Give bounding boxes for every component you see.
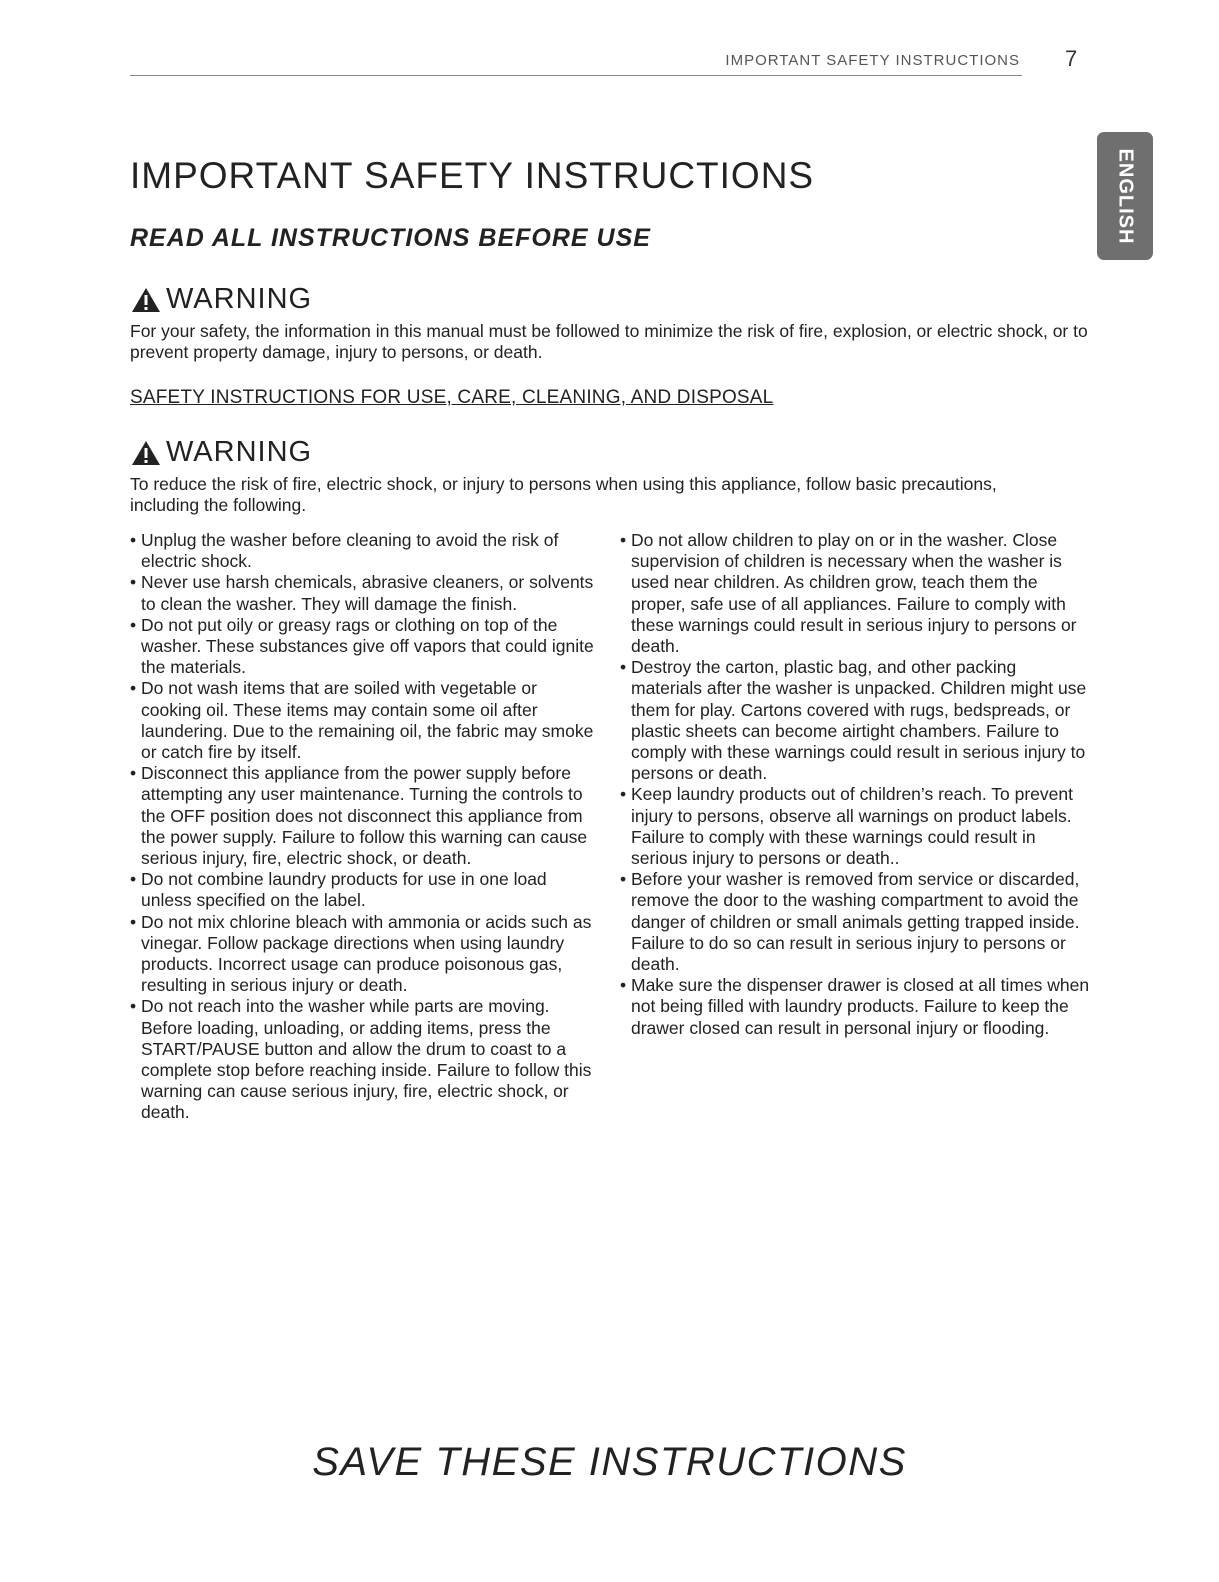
list-item: • Do not wash items that are soiled with vegetable or cooking oil. These items may contain some oil after laundering. Due to the remaining oil, the fabric may smoke or catch fire by itself.: [130, 678, 600, 763]
warning-label-2: WARNING: [166, 436, 313, 468]
list-item: • Do not combine laundry products for use in one load unless specified on the label.: [130, 869, 600, 911]
list-item: • Do not allow children to play on or in the washer. Close supervision of children is necessary when the washer is used near children. As children grow, teach them the proper, safe use of all appliances. Failure to comply with these warnings could result in serious injury to persons or death.: [620, 530, 1090, 657]
warning-text-2: To reduce the risk of fire, electric shock, or injury to persons when using this appliance, follow basic precautions, including the following.: [130, 474, 997, 515]
list-item: • Do not put oily or greasy rags or clothing on top of the washer. These substances give off vapors that could ignite the materials.: [130, 615, 600, 679]
list-item: • Before your washer is removed from service or discarded, remove the door to the washing compartment to avoid the danger of children or small animals getting trapped inside. Failure to do so can result in serious injury to persons or death.: [620, 869, 1090, 975]
list-item: • Make sure the dispenser drawer is closed at all times when not being filled with laundry products. Failure to keep the drawer closed can result in personal injury or flooding.: [620, 975, 1090, 1039]
language-tab: [1097, 132, 1153, 260]
warning-heading-2: [130, 436, 312, 469]
warning-triangle-icon: [130, 439, 162, 467]
list-item: • Never use harsh chemicals, abrasive cleaners, or solvents to clean the washer. They will damage the finish.: [130, 572, 600, 614]
section-heading: SAFETY INSTRUCTIONS FOR USE, CARE, CLEANING, AND DISPOSAL: [130, 387, 774, 408]
page-subtitle: READ ALL INSTRUCTIONS BEFORE USE: [130, 224, 651, 252]
warning-heading-1: [130, 283, 312, 316]
list-item: • Unplug the washer before cleaning to avoid the risk of electric shock.: [130, 530, 600, 572]
list-item: • Keep laundry products out of children’s reach. To prevent injury to persons, observe all warnings on product labels. Failure to comply with these warnings could result in serious injury to persons or death..: [620, 784, 1090, 869]
list-item: • Do not mix chlorine bleach with ammonia or acids such as vinegar. Follow package directions when using laundry products. Incorrect usage can produce poisonous gas, resulting in serious injury or death.: [130, 912, 600, 997]
warning-triangle-icon: [130, 286, 162, 314]
running-title: IMPORTANT SAFETY INSTRUCTIONS: [725, 52, 1020, 69]
list-item: • Destroy the carton, plastic bag, and other packing materials after the washer is unpacked. Children might use them for play. Cartons covered with rugs, bedspreads, or plastic sheets can become airtight chambers. Failure to comply with these warnings could result in serious injury to persons or death.: [620, 657, 1090, 784]
running-header: [130, 48, 1022, 76]
language-tab-label: ENGLISH: [1114, 148, 1137, 244]
list-item: • Disconnect this appliance from the power supply before attempting any user maintenance. Turning the controls to the OFF position does not disconnect this appliance from the power supply. Failure to follow this warning can cause serious injury, fire, electric shock, or death.: [130, 763, 600, 869]
right-instruction-list: [620, 530, 1090, 1039]
page-number: 7: [1065, 46, 1078, 71]
warning-label-1: WARNING: [166, 283, 313, 315]
page-title: IMPORTANT SAFETY INSTRUCTIONS: [130, 155, 815, 196]
left-instruction-list: [130, 530, 600, 1124]
warning-text-1: For your safety, the information in this manual must be followed to minimize the risk of fire, explosion, or electric shock, or to prevent property damage, injury to persons, or death.: [130, 321, 1088, 362]
save-instructions-footer: SAVE THESE INSTRUCTIONS: [312, 1440, 907, 1484]
list-item: • Do not reach into the washer while parts are moving. Before loading, unloading, or adding items, press the START/PAUSE button and allow the drum to coast to a complete stop before reaching inside. Failure to follow this warning can cause serious injury, fire, electric shock, or death.: [130, 996, 600, 1123]
